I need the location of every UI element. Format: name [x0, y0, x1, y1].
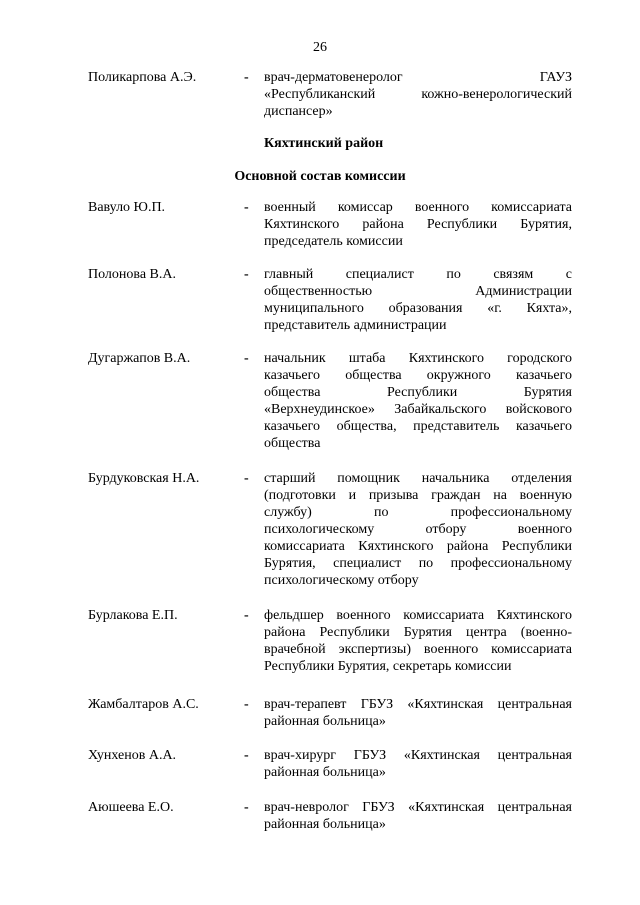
member-name: Поликарпова А.Э. — [88, 70, 197, 85]
description-line: службу) по профессиональному — [264, 505, 572, 520]
page-number: 26 — [313, 40, 327, 55]
district-title: Кяхтинский район — [264, 136, 384, 151]
member-description — [264, 69, 572, 120]
description-line: старший помощник начальника отделения — [264, 471, 572, 486]
description-line: «Верхнеудинское» Забайкальского войскового — [264, 402, 572, 417]
description-line: врач-невролог ГБУЗ «Кяхтинская центральная — [264, 800, 572, 815]
description-line: врач-хирург ГБУЗ «Кяхтинская центральная — [264, 748, 572, 763]
description-line: (подготовки и призыва граждан на военную — [264, 488, 572, 503]
description-line: районная больница» — [264, 714, 386, 729]
member-description — [264, 350, 572, 452]
dash: - — [244, 748, 249, 763]
description-line: врач-дерматовенеролог ГАУЗ — [264, 70, 572, 85]
dash: - — [244, 800, 249, 815]
member-name: Бурлакова Е.П. — [88, 608, 178, 623]
member-name: Дугаржапов В.А. — [88, 351, 191, 366]
member-name: Хунхенов А.А. — [88, 748, 177, 763]
description-line: муниципального образования «г. Кяхта», — [264, 301, 572, 316]
description-line: общества — [264, 436, 321, 451]
member-description — [264, 747, 572, 781]
description-line: врач-терапевт ГБУЗ «Кяхтинская центральная — [264, 697, 572, 712]
member-description — [264, 799, 572, 833]
description-line: психологическому отбору военного — [264, 522, 572, 537]
description-line: районная больница» — [264, 817, 386, 832]
member-name: Аюшеева Е.О. — [88, 800, 174, 815]
dash: - — [244, 697, 249, 712]
member-name: Полонова В.А. — [88, 267, 176, 282]
member-name: Бурдуковская Н.А. — [88, 471, 200, 486]
description-line: фельдшер военного комиссариата Кяхтинского — [264, 608, 572, 623]
dash: - — [244, 471, 249, 486]
description-line: начальник штаба Кяхтинского городского — [264, 351, 572, 366]
dash: - — [244, 351, 249, 366]
dash: - — [244, 267, 249, 282]
description-line: общества Республики Бурятия — [264, 385, 572, 400]
description-line: Республики Бурятия, секретарь комиссии — [264, 659, 512, 674]
description-line: врачебной экспертизы) военного комиссариата — [264, 642, 572, 657]
description-line: председатель комиссии — [264, 234, 403, 249]
dash: - — [244, 608, 249, 623]
dash: - — [244, 200, 249, 215]
description-line: района Республики Бурятия центра (военно- — [264, 625, 572, 640]
description-line: «Республиканский кожно-венерологический — [264, 87, 572, 102]
member-description — [264, 470, 572, 589]
member-description — [264, 199, 572, 250]
description-line: диспансер» — [264, 104, 333, 119]
dash: - — [244, 70, 249, 85]
description-line: общественностью Администрации — [264, 284, 572, 299]
description-line: районная больница» — [264, 765, 386, 780]
member-description — [264, 607, 572, 675]
description-line: казачьего общества окружного казачьего — [264, 368, 572, 383]
description-line: Кяхтинского района Республики Бурятия, — [264, 217, 572, 232]
commission-title: Основной состав комиссии — [234, 169, 406, 184]
description-line: военный комиссар военного комиссариата — [264, 200, 572, 215]
member-name: Жамбалтаров А.С. — [88, 697, 199, 712]
member-name: Вавуло Ю.П. — [88, 200, 166, 215]
member-description — [264, 266, 572, 334]
description-line: комиссариата Кяхтинского района Республики — [264, 539, 572, 554]
member-description — [264, 696, 572, 730]
description-line: главный специалист по связям с — [264, 267, 572, 282]
description-line: психологическому отбору — [264, 573, 419, 588]
commission-heading — [0, 168, 640, 185]
description-line: представитель администрации — [264, 318, 447, 333]
description-line: казачьего общества, представитель казачьего — [264, 419, 572, 434]
description-line: Бурятия, специалист по профессиональному — [264, 556, 572, 571]
